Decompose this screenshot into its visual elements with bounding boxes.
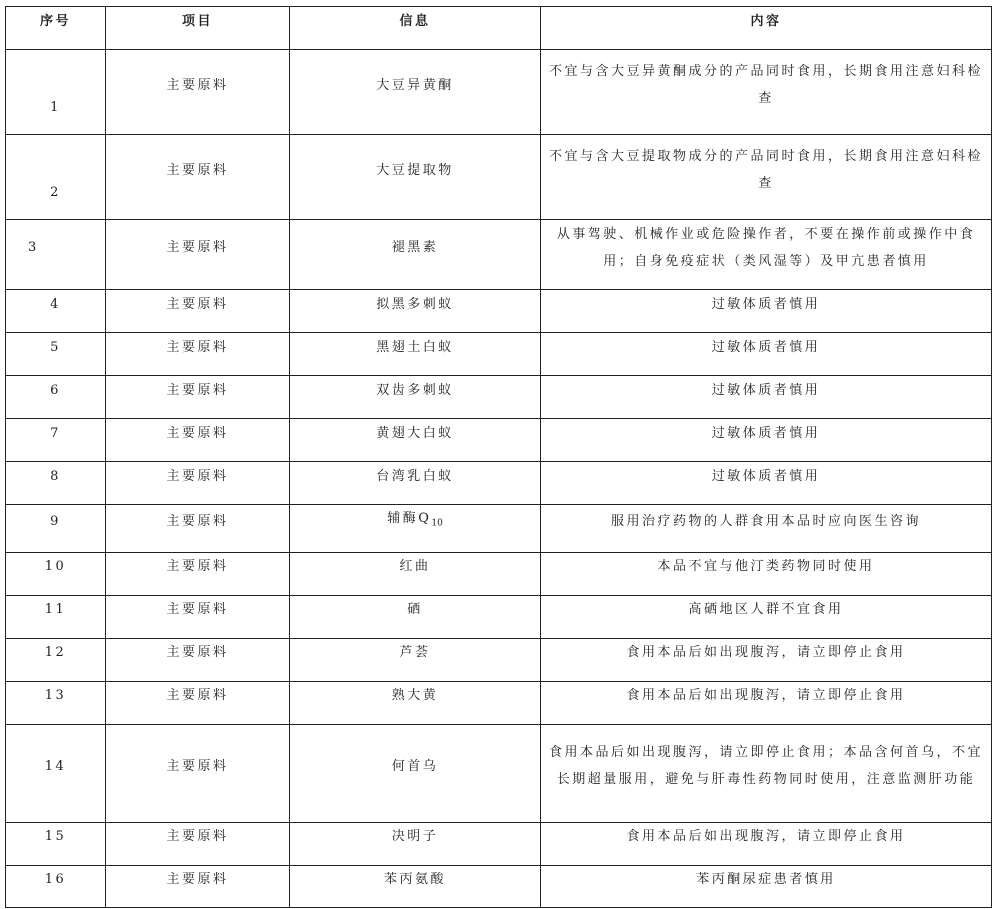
row-content-text: 食用本品后如出现腹泻，请立即停止食用 bbox=[626, 829, 906, 845]
table-row bbox=[6, 822, 992, 865]
row-content bbox=[541, 376, 992, 419]
row-number bbox=[6, 552, 106, 595]
row-item bbox=[106, 681, 290, 724]
row-number-text: 6 bbox=[50, 382, 61, 398]
row-number-text: 2 bbox=[50, 184, 61, 200]
row-number-text: 5 bbox=[50, 339, 61, 355]
row-content bbox=[541, 552, 992, 595]
row-number bbox=[6, 376, 106, 419]
row-number-text: 11 bbox=[44, 602, 67, 618]
row-item-text: 主要原料 bbox=[166, 871, 229, 887]
table-row bbox=[6, 135, 992, 220]
row-info bbox=[290, 50, 541, 135]
row-number bbox=[6, 595, 106, 638]
header-info: 信息 bbox=[290, 7, 541, 50]
row-item bbox=[106, 462, 290, 505]
row-info bbox=[290, 135, 541, 220]
table-row bbox=[6, 333, 992, 376]
row-info-text: 大豆提取物 bbox=[376, 162, 454, 178]
row-info-text: 红曲 bbox=[399, 559, 431, 575]
row-content-text: 食用本品后如出现腹泻，请立即停止食用 bbox=[626, 645, 906, 661]
row-item-text: 主要原料 bbox=[166, 240, 229, 255]
row-item-text: 主要原料 bbox=[166, 468, 229, 484]
row-item bbox=[106, 724, 290, 822]
row-number-text: 9 bbox=[50, 513, 61, 529]
row-item bbox=[106, 50, 290, 135]
row-content-text: 食用本品后如出现腹泻，请立即停止食用 bbox=[626, 688, 906, 704]
row-item-text: 主要原料 bbox=[166, 382, 229, 398]
row-info bbox=[290, 865, 541, 907]
row-number-text: 3 bbox=[28, 240, 39, 255]
row-item bbox=[106, 505, 290, 553]
row-content-text: 高硒地区人群不宜食用 bbox=[688, 602, 844, 618]
table-row bbox=[6, 638, 992, 681]
row-number-text: 10 bbox=[44, 559, 67, 575]
table-row bbox=[6, 681, 992, 724]
row-item-text: 主要原料 bbox=[166, 559, 229, 575]
row-item bbox=[106, 220, 290, 290]
table-row bbox=[6, 865, 992, 907]
row-item-text: 主要原料 bbox=[166, 296, 229, 312]
row-content-text: 过敏体质者慎用 bbox=[711, 425, 821, 441]
row-item bbox=[106, 135, 290, 220]
row-item bbox=[106, 333, 290, 376]
row-info bbox=[290, 220, 541, 290]
row-number bbox=[6, 865, 106, 907]
row-content bbox=[541, 724, 992, 822]
table-row bbox=[6, 376, 992, 419]
row-info bbox=[290, 724, 541, 822]
row-number bbox=[6, 638, 106, 681]
row-content bbox=[541, 822, 992, 865]
row-content-text: 不宜与含大豆异黄酮成分的产品同时食用，长期食用注意妇科检查 bbox=[549, 64, 984, 106]
row-content-text: 过敏体质者慎用 bbox=[711, 339, 821, 355]
row-info-text: 何首乌 bbox=[391, 758, 439, 774]
row-info bbox=[290, 638, 541, 681]
row-info bbox=[290, 419, 541, 462]
row-number-text: 16 bbox=[44, 871, 67, 887]
row-info-text: 双齿多刺蚁 bbox=[376, 382, 454, 398]
row-info bbox=[290, 462, 541, 505]
table-row bbox=[6, 290, 992, 333]
row-item-text: 主要原料 bbox=[166, 162, 229, 178]
row-number bbox=[6, 50, 106, 135]
row-info bbox=[290, 681, 541, 724]
row-content-text: 食用本品后如出现腹泻，请立即停止食用；本品含何首乌，不宜长期超量服用，避免与肝毒性药物同时使用，注意监测肝功能 bbox=[549, 745, 984, 788]
row-content bbox=[541, 333, 992, 376]
row-number bbox=[6, 135, 106, 220]
row-item-text: 主要原料 bbox=[166, 513, 229, 529]
row-item-text: 主要原料 bbox=[166, 77, 229, 93]
row-info bbox=[290, 290, 541, 333]
row-content bbox=[541, 595, 992, 638]
row-item-text: 主要原料 bbox=[166, 645, 229, 661]
row-info-text: 大豆异黄酮 bbox=[376, 77, 454, 93]
header-content: 内容 bbox=[541, 7, 992, 50]
row-info bbox=[290, 822, 541, 865]
row-item bbox=[106, 822, 290, 865]
row-content-text: 不宜与含大豆提取物成分的产品同时食用，长期食用注意妇科检查 bbox=[549, 149, 984, 191]
table-row bbox=[6, 462, 992, 505]
row-number-text: 7 bbox=[50, 425, 61, 441]
row-info bbox=[290, 595, 541, 638]
row-item bbox=[106, 638, 290, 681]
table-row bbox=[6, 419, 992, 462]
row-number bbox=[6, 419, 106, 462]
row-item bbox=[106, 419, 290, 462]
table-header-row bbox=[6, 7, 992, 50]
row-number-text: 14 bbox=[44, 758, 67, 774]
row-item bbox=[106, 865, 290, 907]
row-content bbox=[541, 290, 992, 333]
row-item-text: 主要原料 bbox=[166, 829, 229, 845]
row-content bbox=[541, 50, 992, 135]
row-number-text: 4 bbox=[50, 296, 61, 312]
row-content bbox=[541, 220, 992, 290]
table-row bbox=[6, 552, 992, 595]
row-info-text: 辅酶Q bbox=[387, 511, 432, 526]
row-number bbox=[6, 822, 106, 865]
row-number bbox=[6, 681, 106, 724]
table-row bbox=[6, 220, 992, 290]
row-number bbox=[6, 220, 106, 290]
table-row bbox=[6, 505, 992, 553]
row-info-text: 台湾乳白蚁 bbox=[376, 468, 454, 484]
row-content-text: 苯丙酮尿症患者慎用 bbox=[696, 871, 836, 887]
row-content-text: 过敏体质者慎用 bbox=[711, 382, 821, 398]
row-content-text: 本品不宜与他汀类药物同时使用 bbox=[657, 559, 875, 575]
row-number bbox=[6, 290, 106, 333]
row-number bbox=[6, 462, 106, 505]
ingredient-warning-table bbox=[5, 6, 992, 908]
row-number bbox=[6, 333, 106, 376]
header-item: 项目 bbox=[106, 7, 290, 50]
row-info-text: 硒 bbox=[407, 602, 423, 618]
row-number-text: 15 bbox=[44, 829, 67, 845]
row-info-text: 黑翅土白蚁 bbox=[376, 339, 454, 355]
row-info bbox=[290, 376, 541, 419]
row-content-text: 服用治疗药物的人群食用本品时应向医生咨询 bbox=[610, 513, 921, 529]
row-info-text: 决明子 bbox=[391, 829, 439, 845]
row-info-text: 苯丙氨酸 bbox=[383, 871, 446, 887]
row-content bbox=[541, 505, 992, 553]
row-item-text: 主要原料 bbox=[166, 688, 229, 704]
row-info-text: 芦荟 bbox=[399, 645, 431, 661]
row-number-text: 13 bbox=[44, 688, 67, 704]
row-info bbox=[290, 505, 541, 553]
row-item-text: 主要原料 bbox=[166, 758, 229, 774]
row-item bbox=[106, 290, 290, 333]
row-number bbox=[6, 505, 106, 553]
row-item-text: 主要原料 bbox=[166, 602, 229, 618]
row-item-text: 主要原料 bbox=[166, 339, 229, 355]
row-content bbox=[541, 681, 992, 724]
row-content-text: 过敏体质者慎用 bbox=[711, 296, 821, 312]
row-content bbox=[541, 462, 992, 505]
row-content-text: 从事驾驶、机械作业或危险操作者，不要在操作前或操作中食用；自身免疫症状（类风湿等）及甲亢患者慎用 bbox=[556, 226, 976, 269]
row-content-text: 过敏体质者慎用 bbox=[711, 468, 821, 484]
row-number bbox=[6, 724, 106, 822]
row-item bbox=[106, 376, 290, 419]
row-content bbox=[541, 865, 992, 907]
row-info-text: 拟黑多刺蚁 bbox=[376, 296, 454, 312]
table-row bbox=[6, 724, 992, 822]
table-row bbox=[6, 595, 992, 638]
row-info bbox=[290, 333, 541, 376]
info-subscript: 10 bbox=[431, 518, 443, 529]
row-item bbox=[106, 552, 290, 595]
row-info-text: 黄翅大白蚁 bbox=[376, 425, 454, 441]
row-number-text: 12 bbox=[44, 645, 67, 661]
row-content bbox=[541, 638, 992, 681]
row-info-text: 熟大黄 bbox=[391, 688, 439, 704]
row-number-text: 1 bbox=[50, 99, 61, 115]
row-number-text: 8 bbox=[50, 468, 61, 484]
row-item-text: 主要原料 bbox=[166, 425, 229, 441]
header-number: 序号 bbox=[6, 7, 106, 50]
row-info bbox=[290, 552, 541, 595]
row-content bbox=[541, 135, 992, 220]
row-content bbox=[541, 419, 992, 462]
row-info-text: 褪黑素 bbox=[391, 240, 439, 255]
row-item bbox=[106, 595, 290, 638]
table-row bbox=[6, 50, 992, 135]
